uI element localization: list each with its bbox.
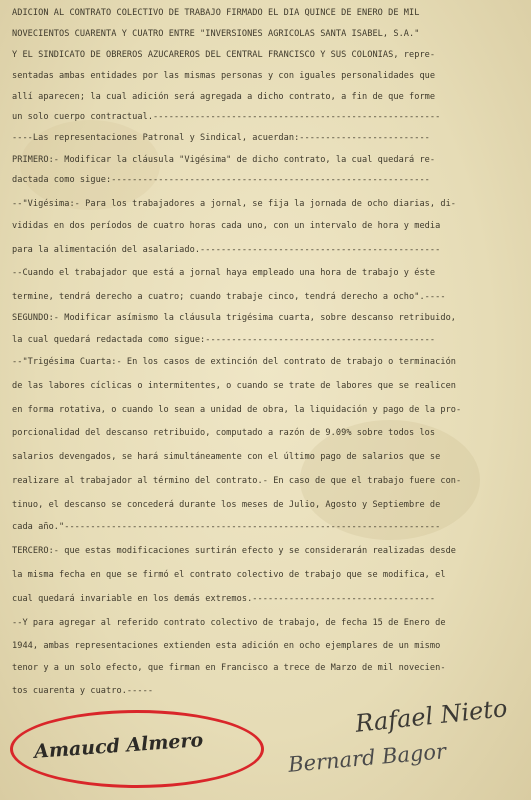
text-line: la misma fecha en que se firmó el contrato colectivo de trabajo que se modifica, el: [12, 570, 446, 580]
text-line: de las labores cíclicas o intermitentes, o cuando se trate de labores que se realicen: [12, 381, 457, 391]
highlight-circle: [10, 710, 264, 788]
text-line: PRIMERO:- Modificar la cláusula "Vigésima" de dicho contrato, la cual quedará re-: [12, 155, 436, 165]
text-line: allí aparecen; la cual adición será agregada a dicho contrato, a fin de que forme: [12, 92, 436, 102]
text-line: sentadas ambas entidades por las mismas personas y con iguales personalidades que: [12, 71, 436, 81]
text-line: ----Las representaciones Patronal y Sindical, acuerdan:-------------------------: [12, 133, 430, 143]
text-line: en forma rotativa, o cuando lo sean a unidad de obra, la liquidación y pago de la pro-: [12, 405, 462, 415]
text-line: termine, tendrá derecho a cuatro; cuando trabaje cinco, tendrá derecho a ocho".----: [12, 292, 446, 302]
text-line: para la alimentación del asalariado.----------------------------------------------: [12, 245, 441, 255]
text-line: --"Trigésima Cuarta:- En los casos de extinción del contrato de trabajo o terminación: [12, 357, 457, 367]
text-line: tos cuarenta y cuatro.-----: [12, 686, 154, 696]
text-line: tinuo, el descanso se concederá durante los meses de Julio, Agosto y Septiembre de: [12, 500, 441, 510]
text-line: vididas en dos períodos de cuatro horas cada uno, con un intervalo de hora y media: [12, 221, 441, 231]
text-line: --Y para agregar al referido contrato colectivo de trabajo, de fecha 15 de Enero de: [12, 618, 446, 628]
text-line: --Cuando el trabajador que está a jornal haya empleado una hora de trabajo y éste: [12, 268, 436, 278]
text-line: salarios devengados, se hará simultáneamente con el último pago de salarios que se: [12, 452, 441, 462]
text-line: un solo cuerpo contractual.-------------------------------------------------------: [12, 112, 441, 122]
text-line: porcionalidad del descanso retribuido, computado a razón de 9.09% sobre todos los: [12, 428, 436, 438]
text-line: SEGUNDO:- Modificar asímismo la cláusula trigésima cuarta, sobre descanso retribuido,: [12, 313, 457, 323]
signature-right-top: Rafael Nieto: [353, 694, 509, 738]
text-line: dactada como sigue:-------------------------------------------------------------: [12, 175, 430, 185]
text-line: la cual quedará redactada como sigue:--------------------------------------------: [12, 335, 436, 345]
text-line: 1944, ambas representaciones extienden esta adición en ocho ejemplares de un mismo: [12, 641, 441, 651]
text-line: TERCERO:- que estas modificaciones surtirán efecto y se considerarán realizadas desde: [12, 546, 457, 556]
text-line: realizare al trabajador al término del contrato.- En caso de que el trabajo fuere con-: [12, 476, 462, 486]
text-line: ADICION AL CONTRATO COLECTIVO DE TRABAJO FIRMADO EL DIA QUINCE DE ENERO DE MIL: [12, 8, 420, 18]
text-line: --"Vigésima:- Para los trabajadores a jornal, se fija la jornada de ocho diarias, di-: [12, 199, 457, 209]
text-line: NOVECIENTOS CUARENTA Y CUATRO ENTRE "INVERSIONES AGRICOLAS SANTA ISABEL, S.A.": [12, 29, 420, 39]
text-line: cada año."------------------------------------------------------------------------: [12, 522, 441, 532]
signature-right-bottom: Bernard Bagor: [287, 739, 447, 777]
text-line: cual quedará invariable en los demás extremos.-----------------------------------: [12, 594, 436, 604]
text-line: Y EL SINDICATO DE OBREROS AZUCAREROS DEL CENTRAL FRANCISCO Y SUS COLONIAS, repre-: [12, 50, 436, 60]
signature-left: Amaucd Almero: [33, 729, 204, 763]
text-line: tenor y a un solo efecto, que firman en Francisco a trece de Marzo de mil novecien-: [12, 663, 446, 673]
